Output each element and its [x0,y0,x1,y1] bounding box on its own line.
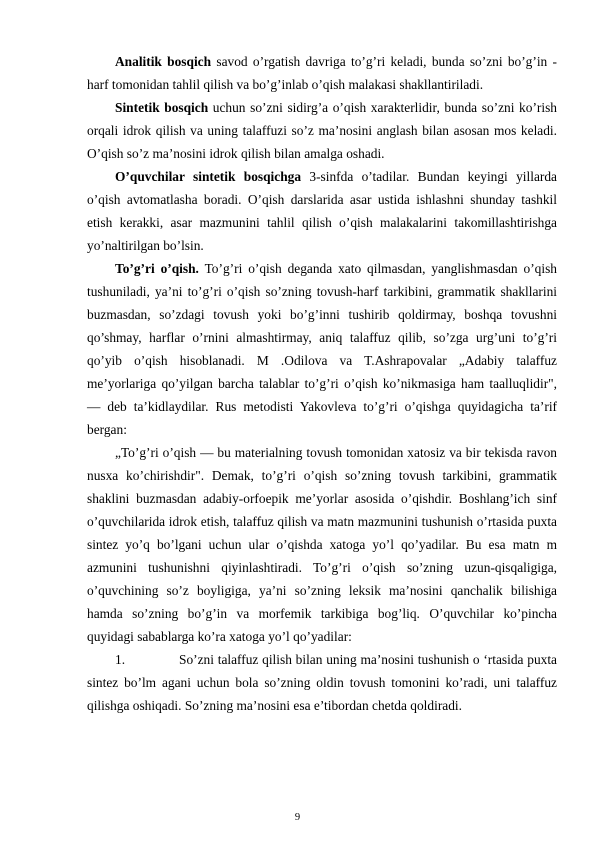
paragraph-sintetik [87,96,557,165]
term-togri-oqish: To’g’ri o’qish. [115,261,199,276]
page-number: 9 [294,812,301,823]
list-number: 1. [115,652,126,667]
term-sintetik-bosqich: Sintetik bosqich [115,100,209,115]
list-item [87,648,557,717]
paragraph-oquvchilar [87,165,557,257]
paragraph-text: savod o’rgatish davriga to’g’ri keladi, bunda so’zni bo’g’in -harf tomonidan tahlil qilish va bo’g’inlab o’qish malakasi shakllantiriladi. [87,54,557,92]
paragraph-analitik [87,50,557,96]
paragraph-quote [87,441,557,648]
term-analitik-bosqich: Analitik bosqich [115,54,212,69]
body-text [87,50,557,717]
paragraph-togri-oqish [87,257,557,441]
paragraph-text: To’g’ri o’qish deganda xato qilmasdan, yanglishmasdan o’qish tushuniladi, ya’ni to’g’ri o’qish so’zning tovush-harf tarkibini, grammatik shakllarini buzmasdan, so’zdagi tovush yoki bo’g’inni tushirib qoldirmay, boshqa tovushni qo’shmay, harflar o’rnini almashtirmay, aniq talaffuz qilib, so’zga urg’uni to’g’ri qo’yib o’qish hisoblanadi. M .Odilova va T.Ashrapovalar „Adabiy talaffuz me’yorlariga qo’yilgan barcha talablar to’g’ri o’qish ko’nikmasiga ham taalluqlidir", — deb ta’kidlaydilar. Rus metodisti Yakovleva to’g’ri o’qishga quyidagicha ta’rif bergan: [87,261,557,437]
paragraph-text: uchun so’zni sidirg’a o’qish xarakterlidir, bunda so’zni ko’rish orqali idrok qilish va uning talaffuzi so’z ma’nosini anglash bilan asosan mos keladi. O’qish so’z ma’nosini idrok qilish bilan amalga oshadi. [87,100,557,161]
paragraph-text: „To’g’ri o’qish — bu materialning tovush tomonidan xatosiz va bir tekisda ravon nusxa ko’chirishdir". Demak, to’g’ri o’qish so’zning tovush tarkibini, grammatik shaklini buzmasdan adabiy-orfoepik me’yorlar asosida o’qishdir. Boshlang’ich sinf o’quvchilarida idrok etish, talaffuz qilish va matn mazmunini tushunish o’rtasida puxta sintez yo’q bo’lgani uchun ular o’qishda xatoga yo’l qo’yadilar. Bu esa matn m azmunini tushunishni qiyinlashtiradi. To’g’ri o’qish so’zning uzun-qisqaligiga, o’quvchining so’z boyligiga, ya’ni so’zning leksik ma’nosini qanchalik bilishiga hamda so’zning bo’g’in va morfemik tarkibiga bog’liq. O’quvchilar ko’pincha quyidagi sabablarga ko’ra xatoga yo’l qo’yadilar: [87,445,557,644]
paragraph-text: 3-sinfda o’tadilar. Bundan keyingi yillarda o’qish avtomatlasha boradi. O’qish darslarida asar ustida ishlashni shunday tashkil etish kerakki, asar mazmunini tahlil qilish o’qish malakalarini takomillashtirishga yo’naltirilgan bo’lsin. [87,169,557,253]
term-oquvchilar-sintetik: O’quvchilar sintetik bosqichga [115,169,302,184]
list-text: So’zni talaffuz qilish bilan uning ma’nosini tushunish o ‘rtasida puxta sintez bo’lm agani uchun bola so’zning oldin tovush tomonini ko’radi, uni talaffuz qilishga oshiqadi. So’zning ma’nosini esa e’tibordan chetda qoldiradi. [87,652,557,713]
